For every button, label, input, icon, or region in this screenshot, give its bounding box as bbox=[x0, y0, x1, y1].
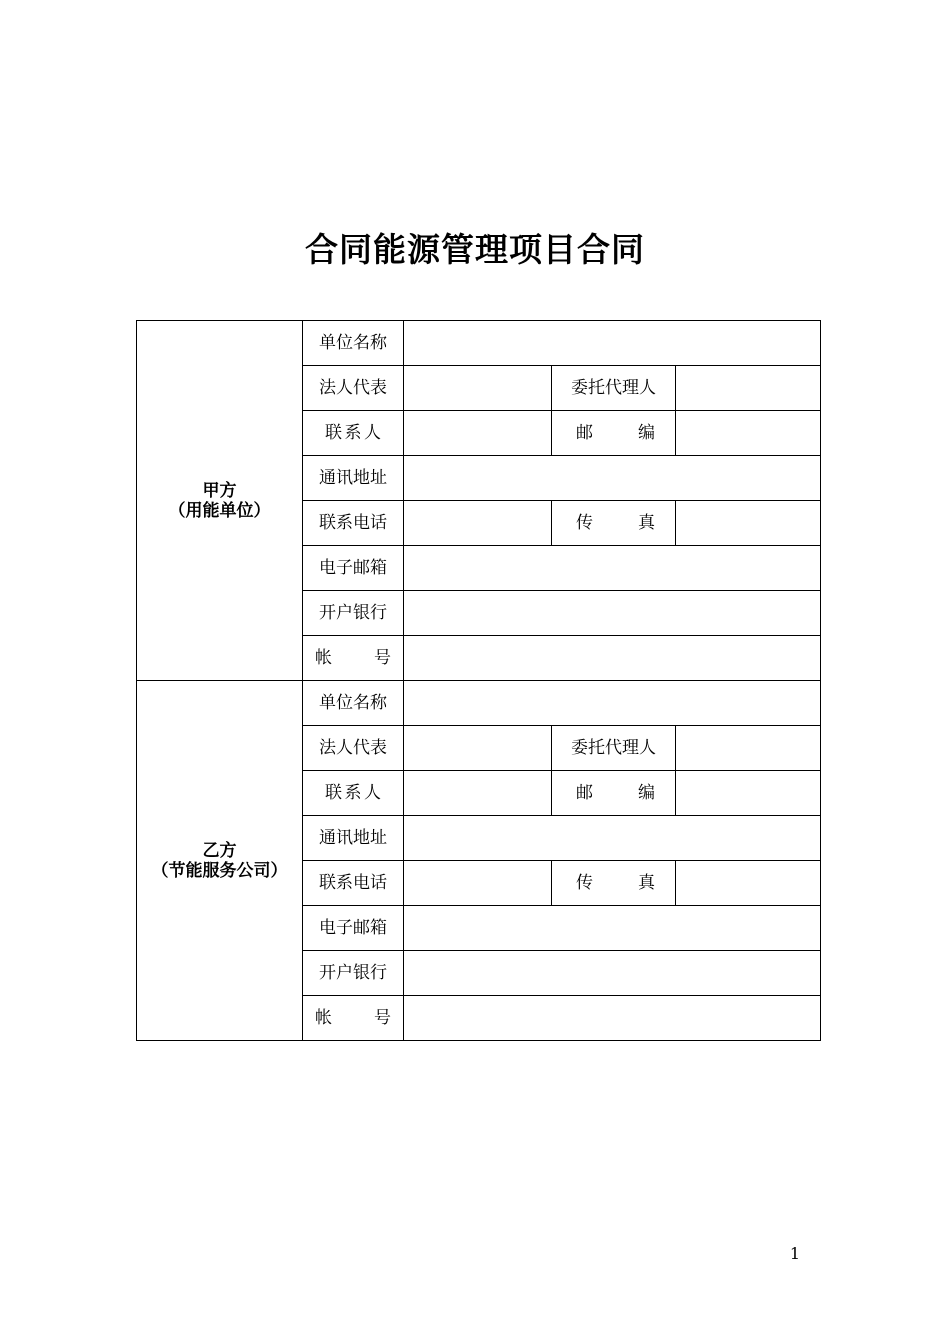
party-b-address-field[interactable] bbox=[404, 816, 821, 861]
field-label: 法人代表 bbox=[303, 366, 404, 411]
party-a-account-field[interactable] bbox=[404, 636, 821, 681]
field-label: 传真 bbox=[552, 501, 676, 546]
party-a-postcode-field[interactable] bbox=[676, 411, 821, 456]
table-row bbox=[137, 681, 821, 726]
party-a-role: （用能单位） bbox=[168, 500, 271, 521]
field-label: 联系电话 bbox=[303, 861, 404, 906]
page-number: 1 bbox=[789, 1244, 801, 1263]
party-b-account-field[interactable] bbox=[404, 996, 821, 1041]
field-label: 法人代表 bbox=[303, 726, 404, 771]
field-label: 联系电话 bbox=[303, 501, 404, 546]
party-b-unit-name-field[interactable] bbox=[404, 681, 821, 726]
field-label: 单位名称 bbox=[303, 321, 404, 366]
party-a-address-field[interactable] bbox=[404, 456, 821, 501]
party-a-email-field[interactable] bbox=[404, 546, 821, 591]
field-label: 电子邮箱 bbox=[303, 546, 404, 591]
party-b-agent-field[interactable] bbox=[676, 726, 821, 771]
field-label: 开户银行 bbox=[303, 591, 404, 636]
party-a-header bbox=[137, 321, 303, 681]
party-b-header bbox=[137, 681, 303, 1041]
party-b-postcode-field[interactable] bbox=[676, 771, 821, 816]
field-label: 联系人 bbox=[303, 411, 404, 456]
field-label: 开户银行 bbox=[303, 951, 404, 996]
party-b-role: （节能服务公司） bbox=[151, 860, 288, 881]
field-label: 电子邮箱 bbox=[303, 906, 404, 951]
table-row bbox=[137, 321, 821, 366]
field-label: 委托代理人 bbox=[552, 366, 676, 411]
field-label: 帐号 bbox=[303, 996, 404, 1041]
party-a-unit-name-field[interactable] bbox=[404, 321, 821, 366]
field-label: 传真 bbox=[552, 861, 676, 906]
party-b-name: 乙方 bbox=[202, 840, 237, 861]
party-a-name: 甲方 bbox=[202, 480, 237, 501]
field-label: 邮编 bbox=[552, 771, 676, 816]
party-b-fax-field[interactable] bbox=[676, 861, 821, 906]
party-b-bank-field[interactable] bbox=[404, 951, 821, 996]
document-title: 合同能源管理项目合同 bbox=[305, 230, 645, 269]
field-label: 单位名称 bbox=[303, 681, 404, 726]
party-a-phone-field[interactable] bbox=[404, 501, 552, 546]
party-b-legal-rep-field[interactable] bbox=[404, 726, 552, 771]
party-a-bank-field[interactable] bbox=[404, 591, 821, 636]
party-a-legal-rep-field[interactable] bbox=[404, 366, 552, 411]
party-a-contact-field[interactable] bbox=[404, 411, 552, 456]
party-b-email-field[interactable] bbox=[404, 906, 821, 951]
field-label: 通讯地址 bbox=[303, 816, 404, 861]
field-label: 帐号 bbox=[303, 636, 404, 681]
party-b-contact-field[interactable] bbox=[404, 771, 552, 816]
field-label: 通讯地址 bbox=[303, 456, 404, 501]
field-label: 邮编 bbox=[552, 411, 676, 456]
field-label: 联系人 bbox=[303, 771, 404, 816]
party-info-table bbox=[136, 320, 821, 1041]
field-label: 委托代理人 bbox=[552, 726, 676, 771]
party-b-phone-field[interactable] bbox=[404, 861, 552, 906]
party-a-fax-field[interactable] bbox=[676, 501, 821, 546]
party-a-agent-field[interactable] bbox=[676, 366, 821, 411]
